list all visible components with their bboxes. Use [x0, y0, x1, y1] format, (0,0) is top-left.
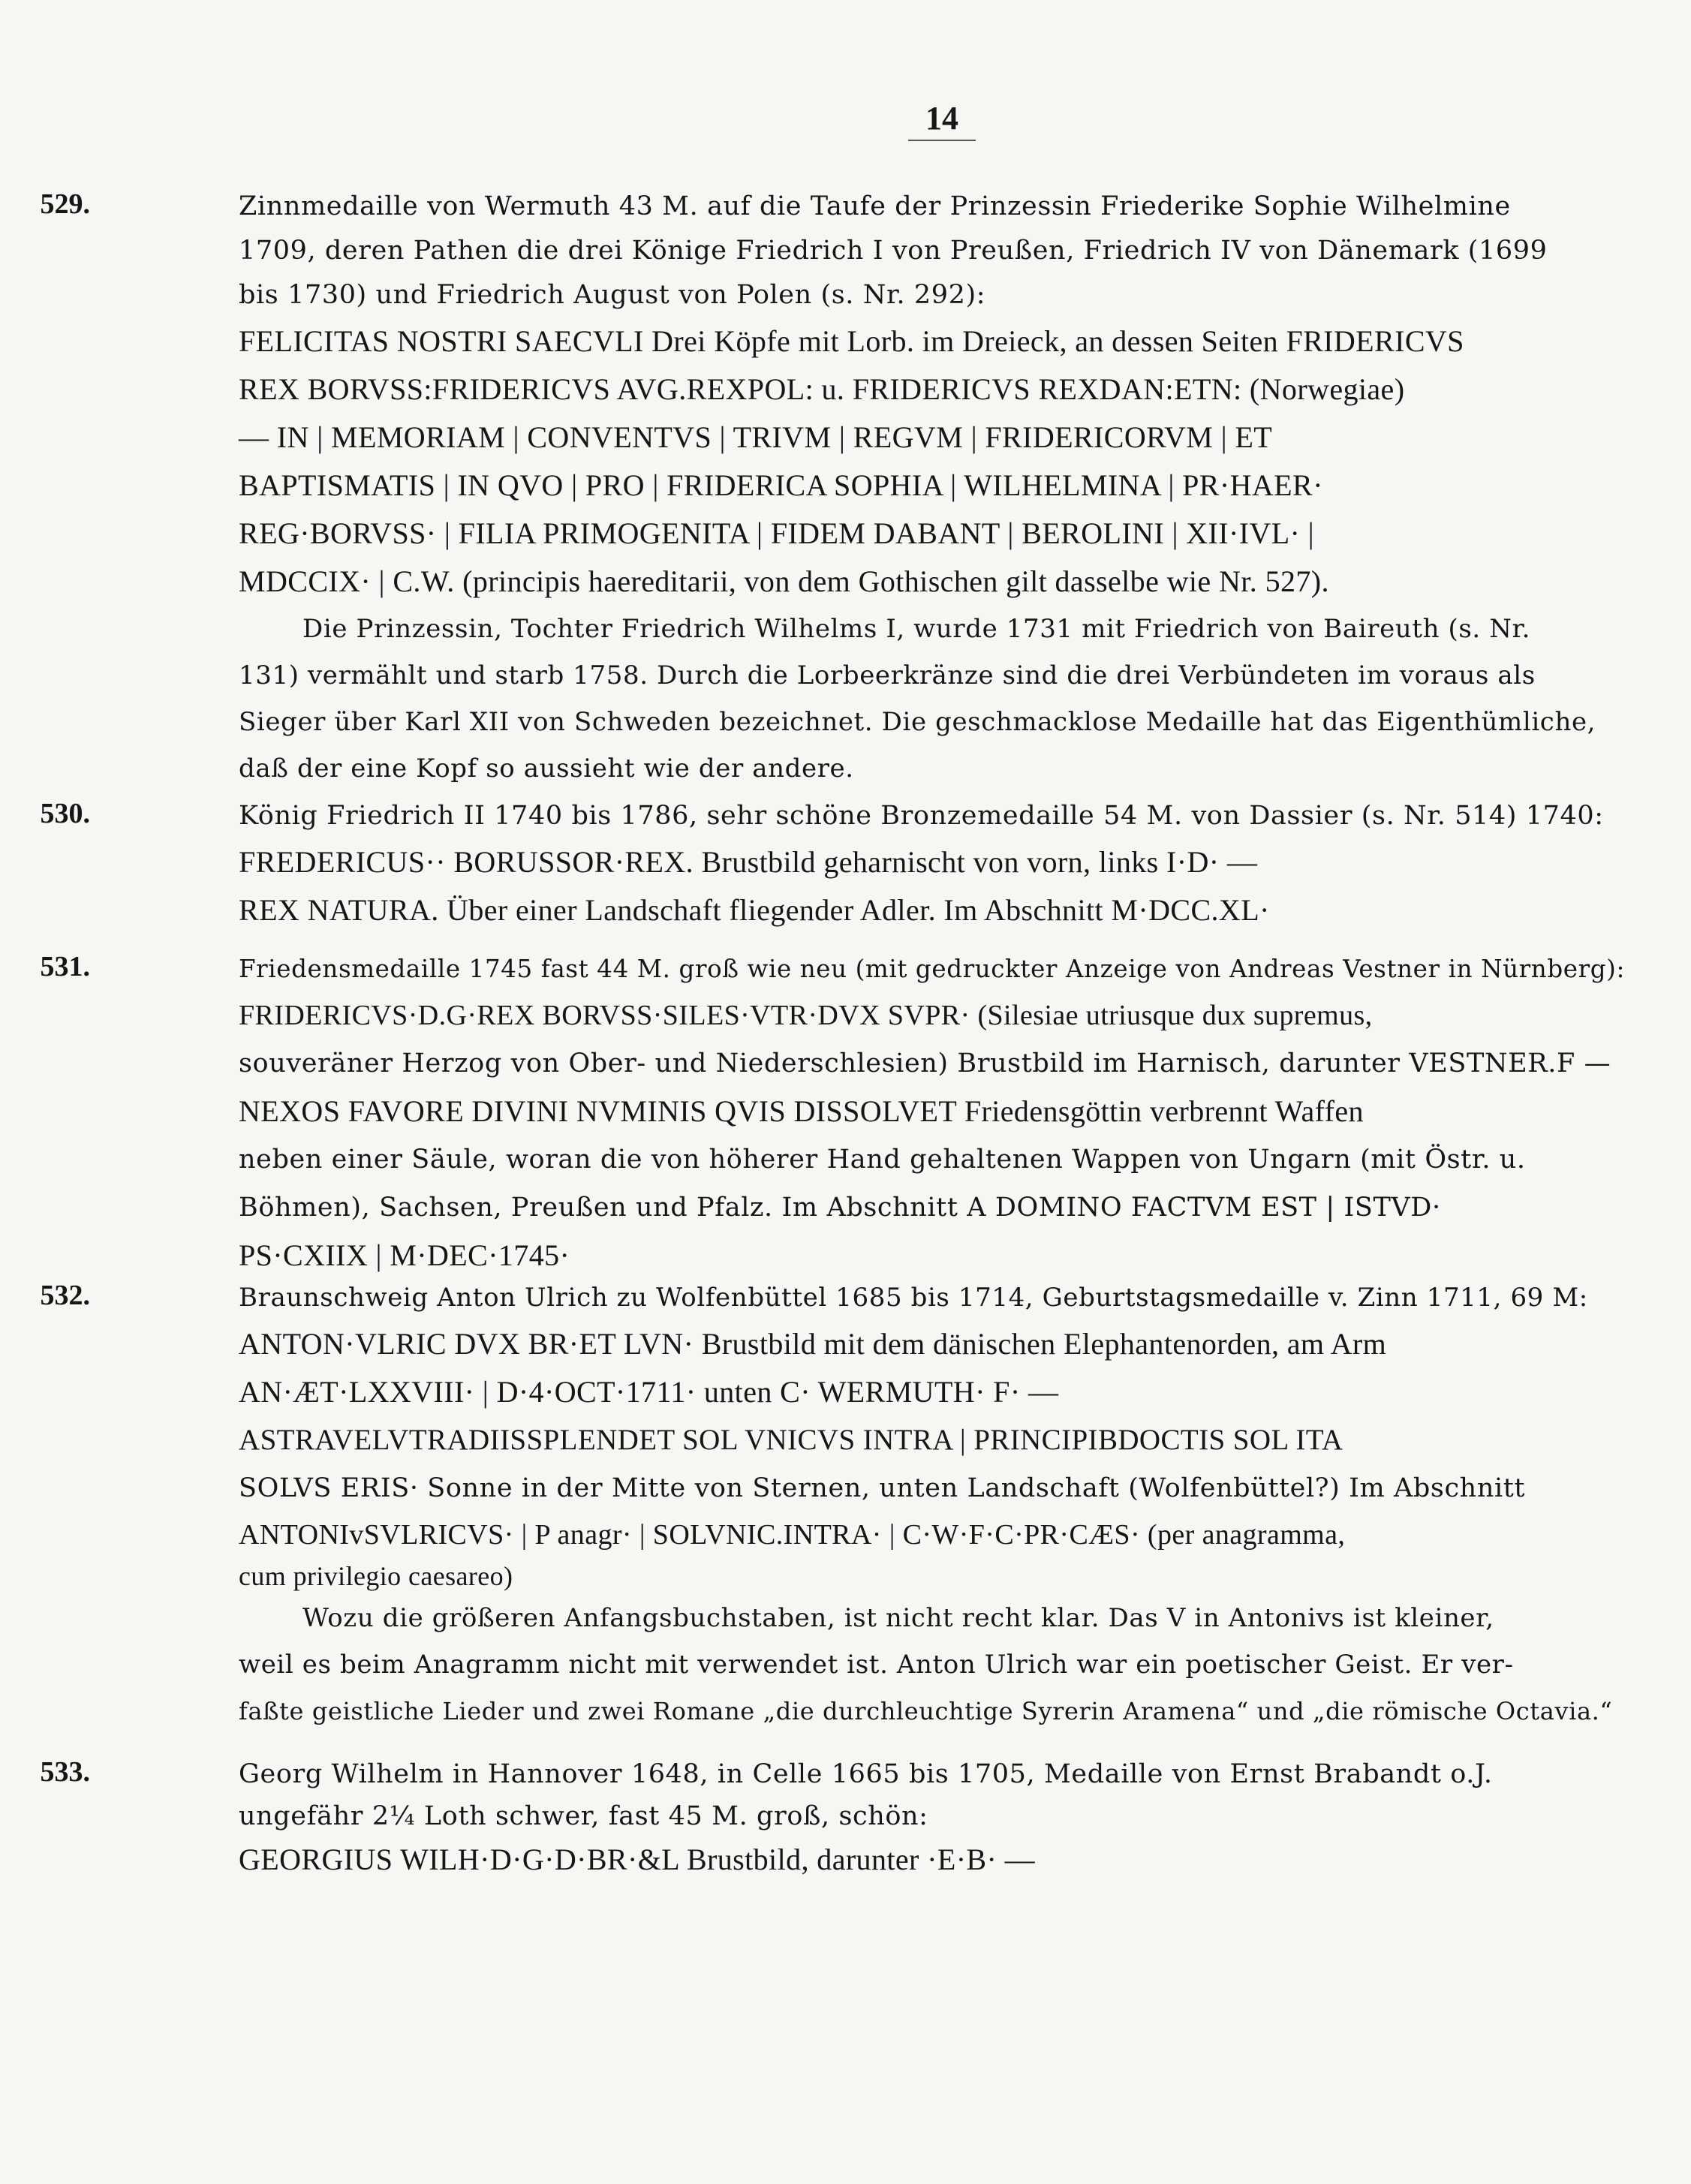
legend-line: BAPTISMATIS | IN QVO | PRO | FRIDERICA SOPHIA | WILHELMINA | PR·HAER·	[239, 468, 1323, 502]
legend-line: PS·CXIIX | M·DEC·1745·	[239, 1238, 570, 1272]
entry-line: souveräner Herzog von Ober- und Niederschlesien) Brustbild im Harnisch, darunter VESTNER.F —	[239, 1048, 1611, 1078]
note-line: Die Prinzessin, Tochter Friedrich Wilhelms I, wurde 1731 mit Friedrich von Baireuth (s. Nr.	[302, 614, 1531, 644]
legend-line: ANTONIvSVLRICVS· | P anagr· | SOLVNIC.INTRA· | C·W·F·C·PR·CÆS· (per anagramma,	[239, 1519, 1346, 1551]
legend-line: ANTON·VLRIC DVX BR·ET LVN· Brustbild mit dem dänischen Elephantenorden, am Arm	[239, 1327, 1387, 1361]
legend-line: FELICITAS NOSTRI SAECVLI Drei Köpfe mit Lorb. im Dreieck, an dessen Seiten FRIDERICVS	[239, 324, 1464, 358]
page-number-rule	[908, 140, 976, 141]
note-line: faßte geistliche Lieder und zwei Romane „die durchleuchtige Syrerin Aramena“ und „die römische Octavia.“	[239, 1697, 1613, 1725]
legend-line: ASTRAVELVTRADIISSPLENDET SOL VNICVS INTRA | PRINCIPIBDOCTIS SOL ITA	[239, 1424, 1343, 1456]
legend-line: AN·ÆT·LXXVIII· | D·4·OCT·1711· unten C· WERMUTH· F· —	[239, 1375, 1059, 1409]
note-line: Sieger über Karl XII von Schweden bezeichnet. Die geschmacklose Medaille hat das Eigenthümliche,	[239, 707, 1596, 737]
entry-line: bis 1730) und Friedrich August von Polen (s. Nr. 292):	[239, 280, 986, 310]
legend-line: — IN | MEMORIAM | CONVENTVS | TRIVM | REGVM | FRIDERICORVM | ET	[239, 420, 1273, 454]
entry-number: 530.	[40, 798, 90, 829]
legend-line: REG·BORVSS· | FILIA PRIMOGENITA | FIDEM DABANT | BEROLINI | XII·IVL· |	[239, 516, 1315, 550]
entry-530	[40, 794, 1635, 934]
entry-line: König Friedrich II 1740 bis 1786, sehr schöne Bronzemedaille 54 M. von Dassier (s. Nr. 514) 1740:	[239, 801, 1604, 831]
legend-line: cum privilegio caesareo)	[239, 1561, 513, 1591]
entry-532	[40, 1276, 1635, 1734]
note-line: weil es beim Anagramm nicht mit verwendet ist. Anton Ulrich war ein poetischer Geist. Er ver-	[239, 1650, 1514, 1680]
legend-line: FREDERICUS·· BORUSSOR·REX. Brustbild geharnischt von vorn, links I·D· —	[239, 845, 1258, 879]
entry-line: 1709, deren Pathen die drei Könige Friedrich I von Preußen, Friedrich IV von Dänemark (1699	[239, 236, 1548, 266]
note-line: daß der eine Kopf so aussieht wie der andere.	[239, 754, 854, 784]
entry-531	[40, 947, 1635, 1280]
legend-line: FRIDERICVS·D.G·REX BORVSS·SILES·VTR·DVX SVPR· (Silesiae utriusque dux supremus,	[239, 1000, 1373, 1031]
entry-line: Zinnmedaille von Wermuth 43 M. auf die Taufe der Prinzessin Friederike Sophie Wilhelmine	[239, 191, 1511, 221]
note-line: Wozu die größeren Anfangsbuchstaben, ist nicht recht klar. Das V in Antonivs ist kleiner,	[302, 1603, 1494, 1633]
entry-number: 531.	[40, 951, 90, 982]
legend-line: MDCCIX· | C.W. (principis haereditarii, von dem Gothischen gilt dasselbe wie Nr. 527).	[239, 564, 1329, 598]
legend-line: REX BORVSS:FRIDERICVS AVG.REXPOL: u. FRIDERICVS REXDAN:ETN: (Norwegiae)	[239, 372, 1405, 406]
entry-533	[40, 1752, 1635, 1884]
legend-line: NEXOS FAVORE DIVINI NVMINIS QVIS DISSOLVET Friedensgöttin verbrennt Waffen	[239, 1094, 1364, 1128]
entry-line: Böhmen), Sachsen, Preußen und Pfalz. Im Abschnitt A DOMINO FACTVM EST | ISTVD·	[239, 1193, 1441, 1223]
legend-line: GEORGIUS WILH·D·G·D·BR·&L Brustbild, darunter ·E·B· —	[239, 1843, 1036, 1876]
entry-line: neben einer Säule, woran die von höherer Hand gehaltenen Wappen von Ungarn (mit Östr. u.	[239, 1145, 1526, 1175]
entry-number: 529.	[40, 188, 90, 220]
entry-line: ungefähr 2¼ Loth schwer, fast 45 M. groß, schön:	[239, 1801, 928, 1831]
entry-line: SOLVS ERIS· Sonne in der Mitte von Sternen, unten Landschaft (Wolfenbüttel?) Im Abschnitt	[239, 1473, 1526, 1503]
entry-line: Braunschweig Anton Ulrich zu Wolfenbüttel 1685 bis 1714, Geburtstagsmedaille v. Zinn 1711, 69 M:	[239, 1283, 1588, 1313]
page-number: 14	[925, 100, 958, 137]
entry-line: Friedensmedaille 1745 fast 44 M. groß wie neu (mit gedruckter Anzeige von Andreas Vestner in Nürnberg):	[239, 955, 1625, 983]
entry-line: Georg Wilhelm in Hannover 1648, in Celle 1665 bis 1705, Medaille von Ernst Brabandt o.J.	[239, 1759, 1493, 1789]
entry-number: 533.	[40, 1756, 90, 1788]
entry-529	[40, 185, 1635, 792]
note-line: 131) vermählt und starb 1758. Durch die Lorbeerkränze sind die drei Verbündeten im voraus als	[239, 660, 1536, 690]
legend-line: REX NATURA. Über einer Landschaft fliegender Adler. Im Abschnitt M·DCC.XL·	[239, 893, 1270, 927]
entry-number: 532.	[40, 1280, 90, 1311]
